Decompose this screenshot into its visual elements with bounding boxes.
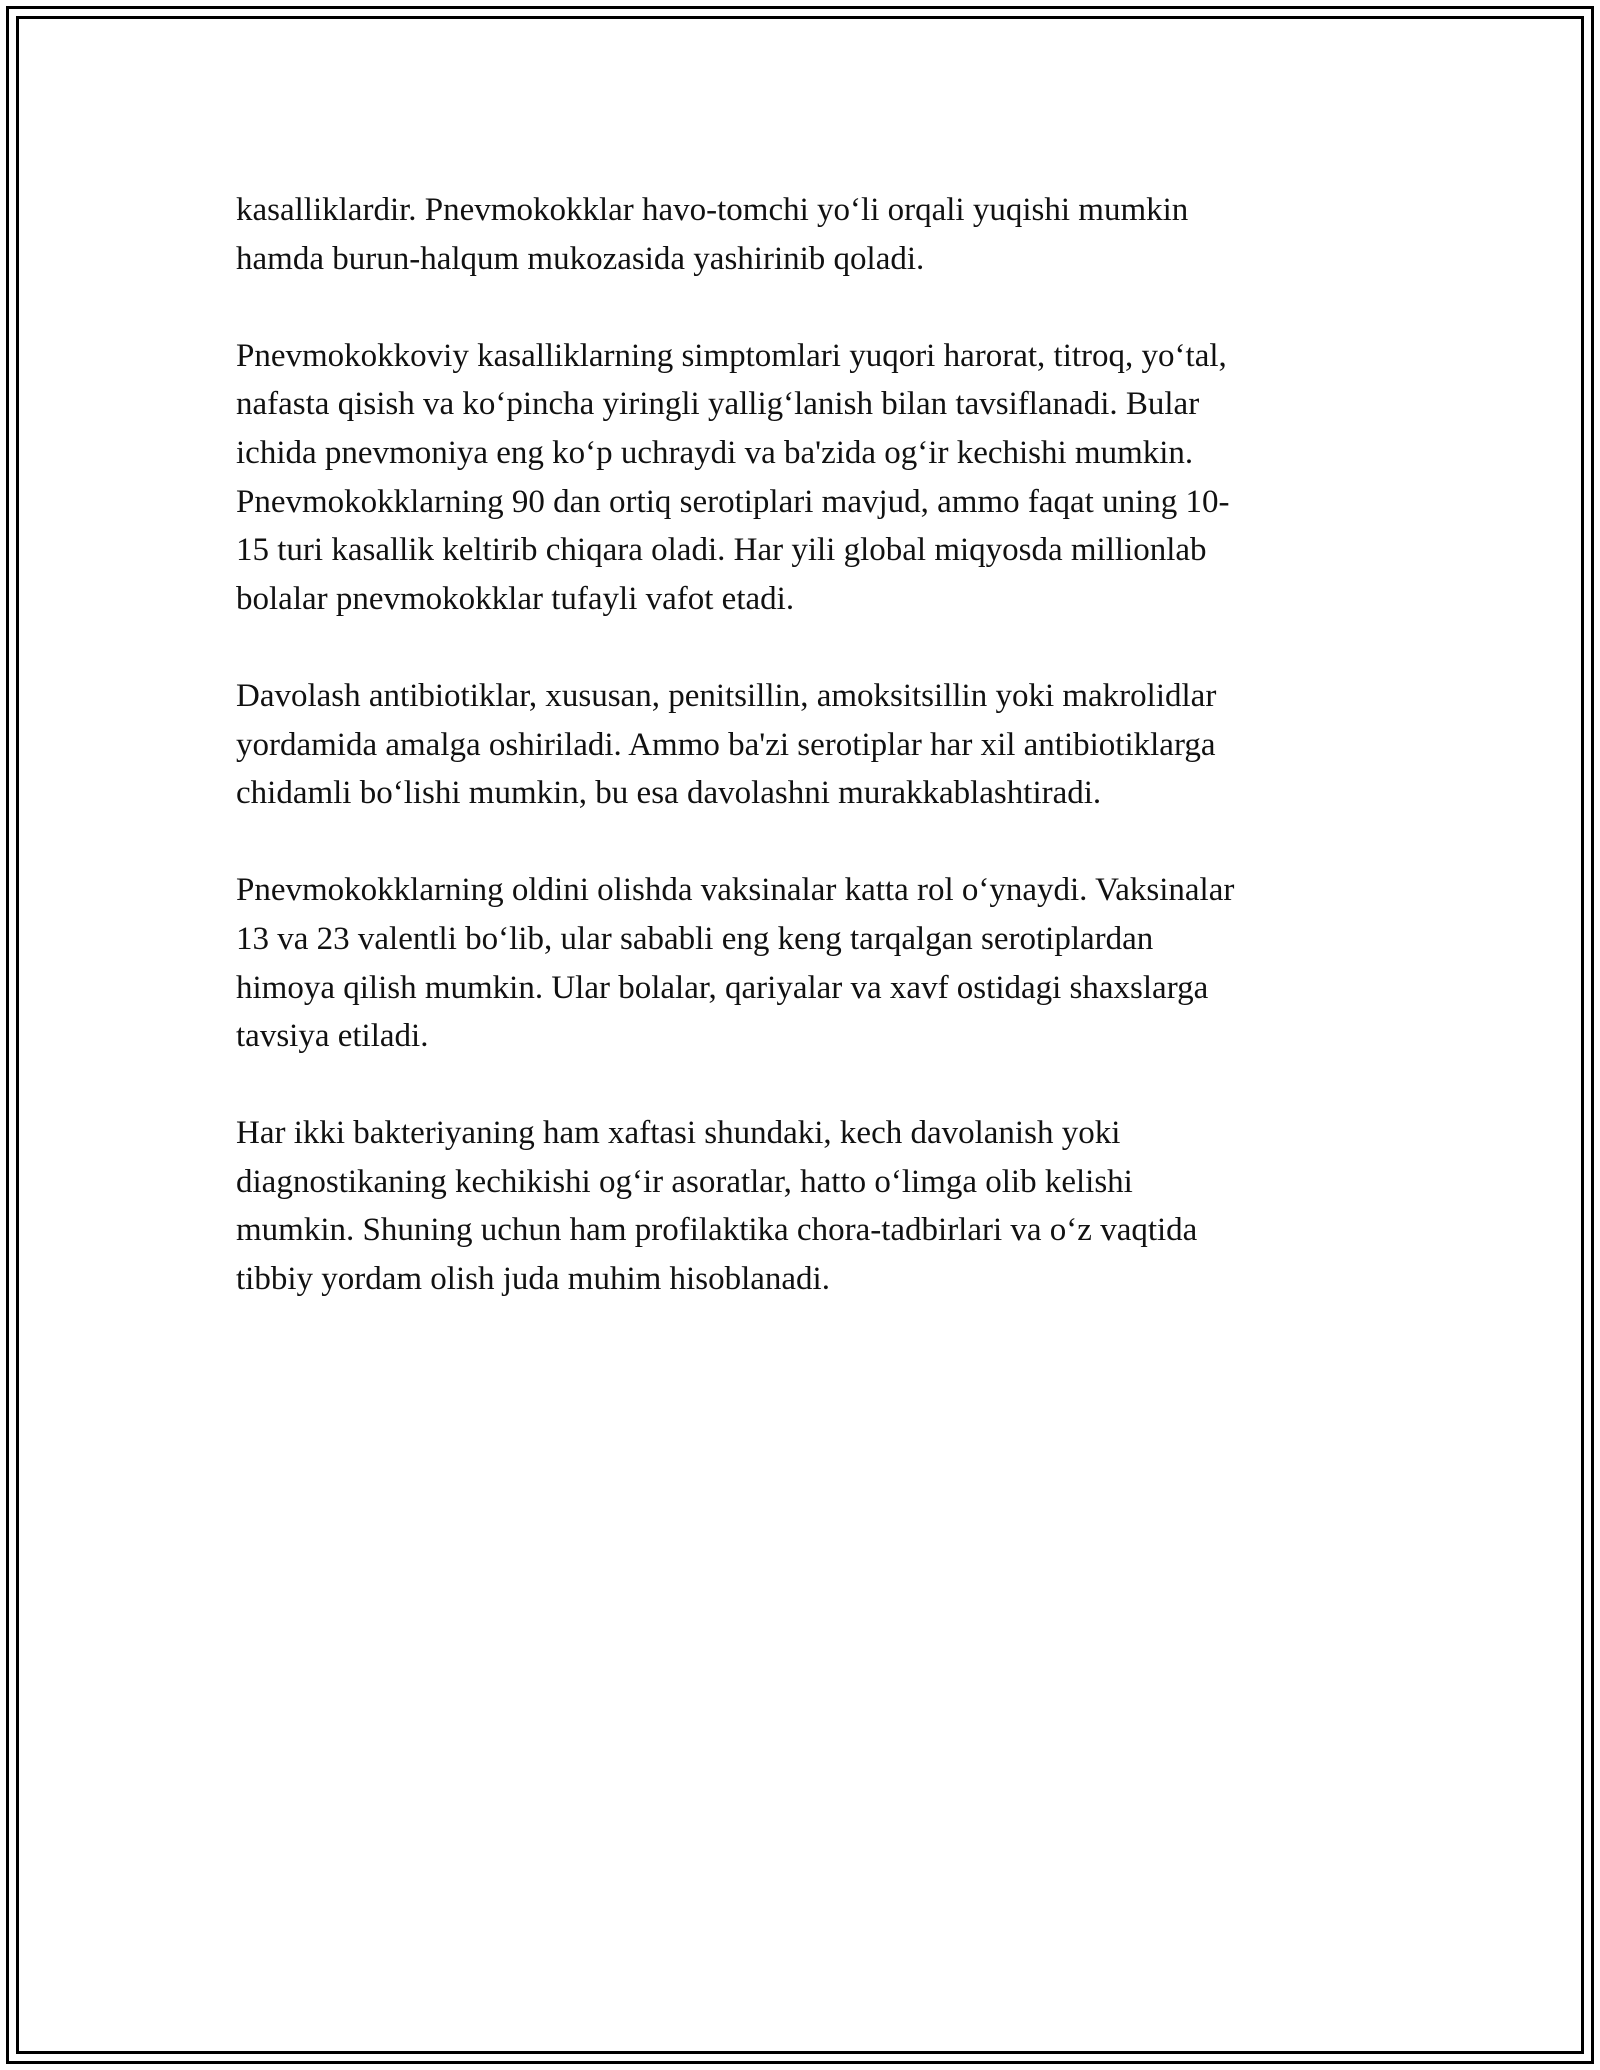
paragraph-1: kasalliklardir. Pnevmokokklar havo-tomchi yo‘li orqali yuqishi mumkin hamda burun-halqum mukozasida yashirinib qoladi. (236, 192, 1189, 277)
paragraph-4: Pnevmokokklarning oldini olishda vaksinalar katta rol o‘ynaydi. Vaksinalar 13 va 23 valentli bo‘lib, ular sababli eng keng tarqalgan serotiplardan himoya qilish mumkin. Ular bolalar, qariyalar va xavf ostidagi shaxslarga tavsiya etiladi. (236, 872, 1235, 1055)
paragraph-5: Har ikki bakteriyaning ham xaftasi shundaki, kech davolanish yoki diagnostikaning kechikishi og‘ir asoratlar, hatto o‘limga olib kelishi mumkin. Shuning uchun ham profilaktika chora-tadbirlari va o‘z vaqtida tibbiy yordam olish juda muhim hisoblanadi. (236, 1115, 1198, 1298)
paragraph-3: Davolash antibiotiklar, xususan, penitsillin, amoksitsillin yoki makrolidlar yordamida amalga oshiriladi. Ammo ba'zi serotiplar har xil antibiotiklarga chidamli bo‘lishi mumkin, bu esa davolashni murakkablashtiradi. (236, 677, 1217, 812)
document-body (236, 186, 1366, 1352)
paragraph-2: Pnevmokokkoviy kasalliklarning simptomlari yuqori harorat, titroq, yo‘tal, nafasta qisish va ko‘pincha yiringli yallig‘lanish bilan tavsiflanadi. Bular ichida pnevmoniya eng ko‘p uchraydi va ba'zida og‘ir kechishi mumkin. Pnevmokokklarning 90 dan ortiq serotiplari mavjud, ammo faqat uning 10- 15 turi kasallik keltirib chiqara oladi. Har yili global miqyosda millionlab bolalar pnevmokokklar tufayli vafot etadi. (236, 337, 1230, 617)
